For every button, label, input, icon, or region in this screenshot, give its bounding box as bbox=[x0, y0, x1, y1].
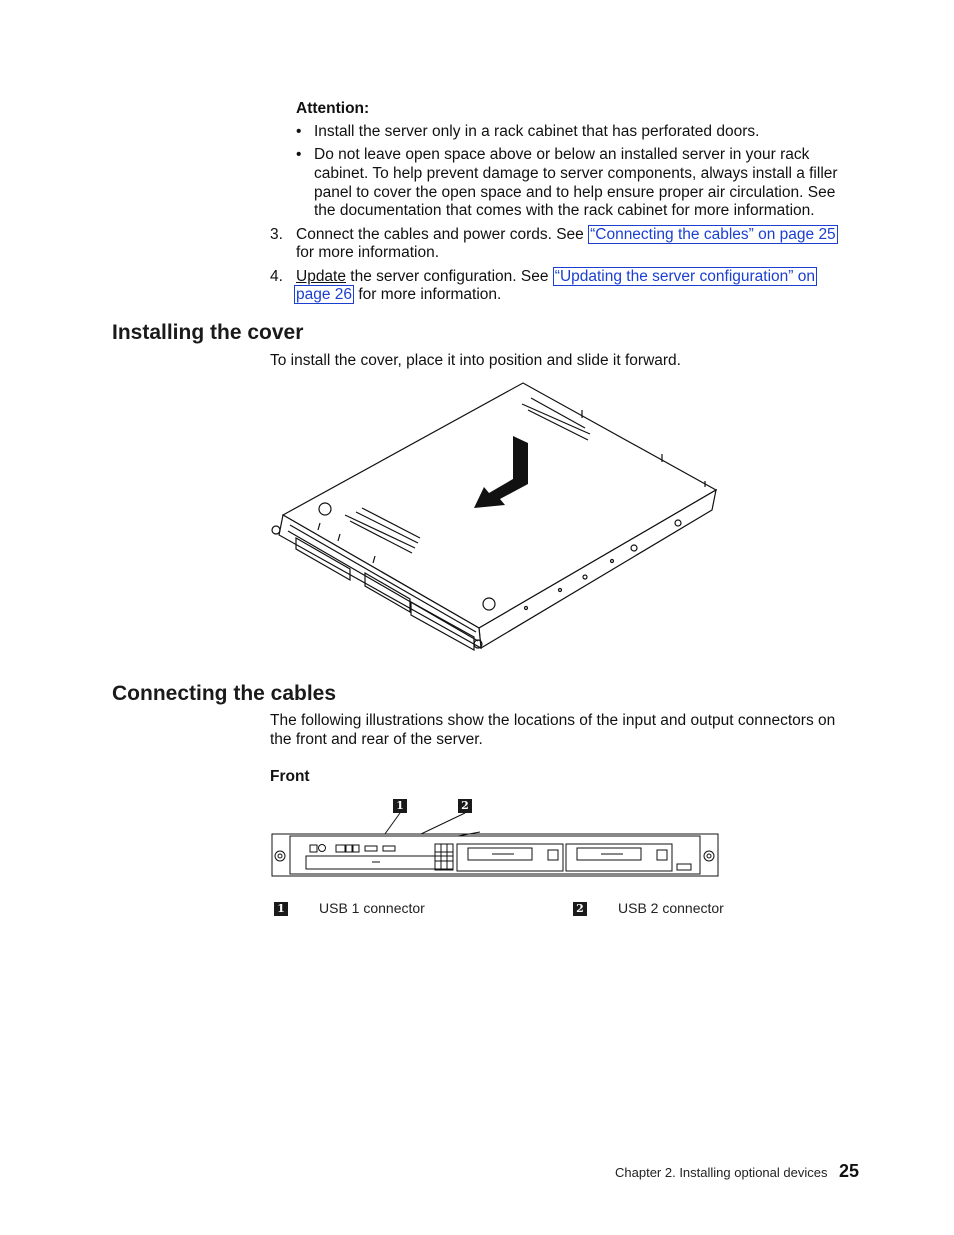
section-title-connecting-cables: Connecting the cables bbox=[112, 682, 337, 705]
bullet-marker: • bbox=[296, 123, 302, 140]
section-cables-text-line-1: The following illustrations show the locations of the input and output connectors on bbox=[270, 712, 836, 729]
step-number: 4. bbox=[270, 268, 283, 285]
page-number: 25 bbox=[839, 1161, 860, 1181]
step-4-update-word: Update bbox=[296, 268, 346, 285]
bullet-marker: • bbox=[296, 146, 302, 163]
legend-2-label: USB 2 connector bbox=[618, 900, 724, 916]
section-title-installing-cover: Installing the cover bbox=[112, 321, 304, 344]
link-updating-config[interactable]: “Updating the server configuration” on bbox=[554, 268, 815, 285]
attention-bullet-2-line-3: panel to cover the open space and to help ensure proper air circulation. See bbox=[314, 184, 836, 201]
step-3-pre: Connect the cables and power cords. See bbox=[296, 226, 589, 243]
link-page-26[interactable]: page 26 bbox=[296, 286, 353, 303]
subheading-front: Front bbox=[270, 768, 310, 785]
attention-bullet-2-line-1: Do not leave open space above or below an installed server in your rack bbox=[314, 146, 810, 163]
section-cover-text: To install the cover, place it into position and slide it forward. bbox=[270, 352, 681, 369]
legend-2-marker: 2 bbox=[573, 902, 587, 916]
step-4-pre: the server configuration. See bbox=[345, 268, 553, 285]
link-connecting-cables[interactable]: “Connecting the cables” on page 25 bbox=[590, 226, 836, 243]
step-3-post: for more information. bbox=[296, 244, 439, 261]
footer-chapter: Chapter 2. Installing optional devices bbox=[615, 1165, 828, 1180]
step-4-post: for more information. bbox=[354, 286, 502, 303]
attention-heading: Attention: bbox=[296, 100, 370, 117]
callout-2-marker: 2 bbox=[458, 799, 472, 813]
legend-1-marker: 1 bbox=[274, 902, 288, 916]
attention-bullet-2-line-2: cabinet. To help prevent damage to server components, always install a filler bbox=[314, 165, 838, 182]
step-number: 3. bbox=[270, 226, 283, 243]
callout-1-marker: 1 bbox=[393, 799, 407, 813]
section-cables-text-line-2: the front and rear of the server. bbox=[270, 731, 483, 748]
attention-bullet-2-line-4: the documentation that comes with the rack cabinet for more information. bbox=[314, 202, 815, 219]
attention-bullet-1: Install the server only in a rack cabinet that has perforated doors. bbox=[314, 123, 760, 140]
legend-1-label: USB 1 connector bbox=[319, 900, 425, 916]
